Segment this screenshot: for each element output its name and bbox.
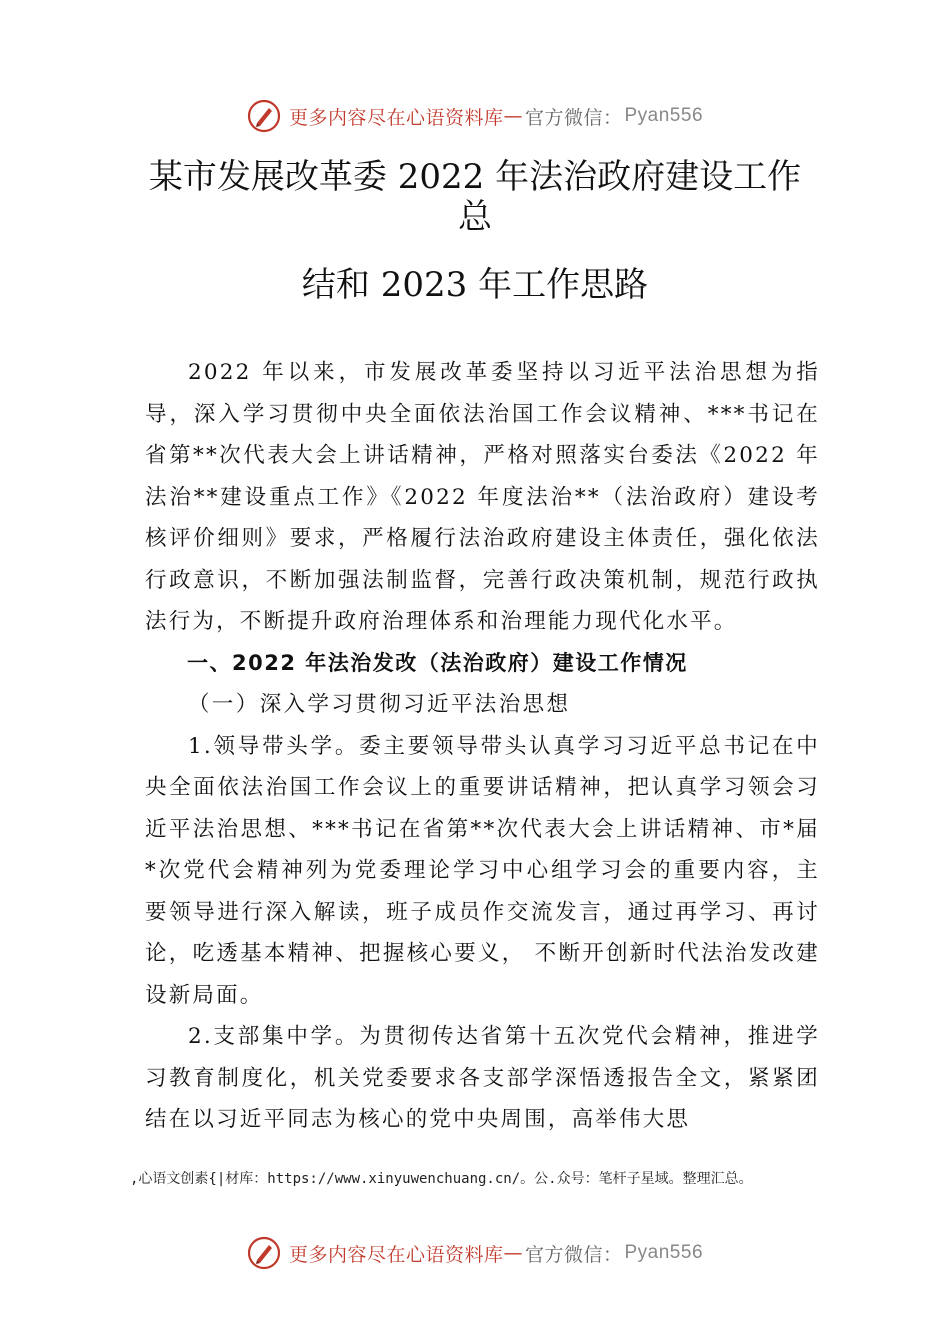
top-banner bbox=[0, 96, 950, 136]
banner-dash: — bbox=[503, 105, 523, 127]
banner-wechat-id: Pyan556 bbox=[624, 1242, 704, 1263]
document-title-line1: 某市发展改革委 2022 年法治政府建设工作 bbox=[148, 157, 802, 197]
banner-text: 更多内容尽在心语资料库 bbox=[288, 1243, 504, 1266]
pen-seal-icon bbox=[247, 1236, 281, 1270]
list-item: 1.领导带头学。委主要领导带头认真学习习近平总书记在中央全面依法治国工作会议上的重要讲话精神，把认真学习领会习近平法治思想、***书记在省第**次代表大会上讲话精神、市*届*次党代会精神列为党委理论学习中心组学习会的重要内容，主要领导进行深入解读，班子成员作交流发言，通过再学习、再讨论，吃透基本精神、把握核心要义， 不断开创新时代法治发改建设新局面。 bbox=[145, 733, 820, 1008]
document-title-line3: 结和 2023 年工作思路 bbox=[301, 265, 649, 305]
banner-dash: — bbox=[503, 1242, 523, 1264]
banner-text: 更多内容尽在心语资料库 bbox=[288, 106, 504, 129]
section-heading: 一、2022 年法治发改（法治政府）建设工作情况 bbox=[187, 650, 688, 675]
banner-wechat-label: 官方微信： bbox=[524, 106, 623, 129]
subsection-heading: （一）深入学习贯彻习近平法治思想 bbox=[188, 692, 571, 717]
banner-wechat-id: Pyan556 bbox=[624, 105, 704, 126]
banner-wechat-label: 官方微信： bbox=[524, 1243, 623, 1266]
source-note: ,心语文创素{|材库：https://www.xinyuwenchuang.cn/。公.众号：笔杆子星域。整理汇总。 bbox=[130, 1171, 753, 1187]
document-title-line2: 总 bbox=[458, 197, 492, 237]
pen-seal-icon bbox=[247, 99, 281, 133]
document-body bbox=[145, 352, 820, 1141]
list-item: 2.支部集中学。为贯彻传达省第十五次党代会精神，推进学习教育制度化，机关党委要求各支部学深悟透报告全文，紧紧团结在以习近平同志为核心的党中央周围，高举伟大思 bbox=[145, 1024, 820, 1132]
intro-paragraph: 2022 年以来，市发展改革委坚持以习近平法治思想为指导，深入学习贯彻中央全面依法治国工作会议精神、***书记在省第**次代表大会上讲话精神，严格对照落实台委法《2022 年法治**建设重点工作》《2022 年度法治**（法治政府）建设考核评价细则》要求，严格履行法治政府建设主体责任，强化依法行政意识，不断加强法制监督，完善行政决策机制，规范行政执法行为，不断提升政府治理体系和治理能力现代化水平。 bbox=[145, 360, 820, 634]
bottom-banner bbox=[0, 1233, 950, 1273]
